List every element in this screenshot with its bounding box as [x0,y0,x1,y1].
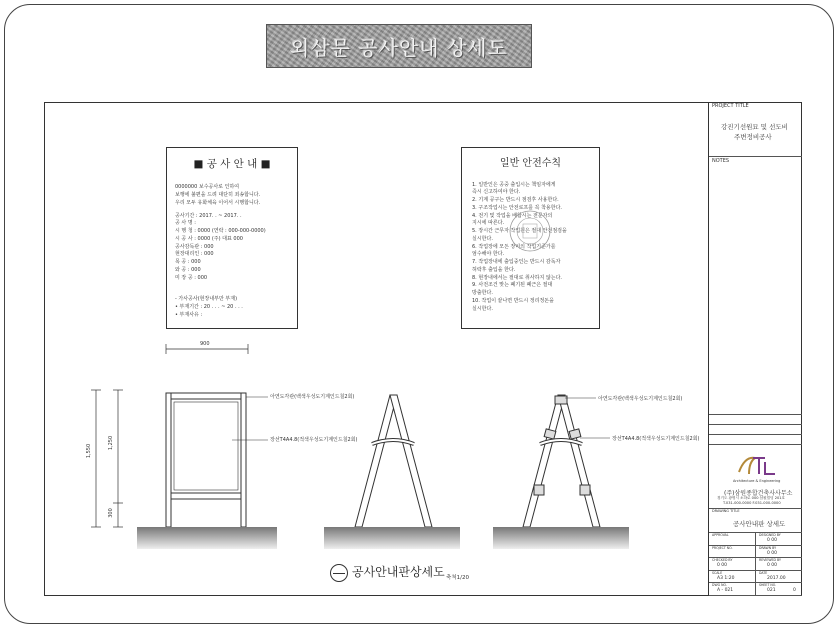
safety-rule-line: 7. 작업장내에 출입중인는 반드시 감독자 [472,259,561,265]
safety-rule-line: 실시한다. [472,235,493,242]
tb-row-value: A3 1:20 [717,575,735,581]
tb-project-label: PROJECT TITLE [712,103,749,109]
tb-row-value: 0 00 [767,538,778,543]
tb-row-value: 0 00 [767,563,778,569]
notice-intro-line: 우리 모두 유화체육 이어서 시행합니다. [175,199,261,206]
tb-project-name-1: 강진기선원묘 및 선도비 [721,123,788,131]
firm-address-2: T.031-000-0000 F.031-000-0000 [723,501,781,505]
safety-rule-line: 3. 구조작업시는 안전로프를 꼭 착용한다. [472,204,562,211]
tb-project-name-2: 주변정비공사 [734,133,772,141]
safety-rule-line: 5. 장시간 근무자 작업원은 절대 안전점검을 [472,228,567,234]
safety-rule-line: 2. 기계 공구는 반드시 점검후 사용한다. [472,197,559,203]
notice-footer-line: • 부재사유 : [175,311,203,318]
notice-intro-line: 보행에 불편을 드려 대단히 죄송합니다. [175,192,261,199]
safety-rule-line: 4. 전기 및 작업을 배합시는 전문자의 [472,212,553,219]
ground-block-middle [324,527,460,549]
note-post-front: 아연도각관(백색우성도기계인드칠2회) [270,394,355,400]
banner-title-text: 외삼문 공사안내 상세도 [290,35,508,60]
tb-row-label: DATE [759,570,768,575]
firm-logo-sub: Architecture & Engineering [733,479,781,483]
notice-field-line: 공 사 명 : [175,220,196,227]
tb-row-label: DRAWN BY [759,545,777,550]
notice-field-line: 시 행 청 : 0000 (연락 : 000-000-0000) [175,228,266,235]
safety-rule-line: 방출한다. [472,290,493,296]
tb-row-value: 0 00 [717,563,728,569]
notice-intro-line: 0000000 보수공사로 인하여 [175,184,240,191]
notice-field-line: 현장대리인 : 000 [175,251,214,258]
side-elevation-a-frame [355,395,432,527]
tb-row-label: CHECKED BY [712,558,733,563]
notice-footer-line: - 가사공사(현장내부만 부재) [175,296,238,303]
dim-width-top: 900 [200,341,210,347]
note-board-side: 장선T4A4.8(적색우성도기계인드칠2회) [612,436,700,442]
tb-row-label: SCALE [712,570,723,575]
tb-drawing-title-label: DRAWING TITLE [712,509,740,513]
notice-field-line: 시 공 사 : 0000 (주) 대표 000 [175,235,243,242]
notice-field-line: 공사기간 : 2017. . ~ 2017. . [175,212,242,219]
notice-field-line: 와 공 : 000 [175,266,201,273]
dim-height-base: 300 [107,508,114,518]
safety-rule-line: 1. 일반인은 공중 출입시는 책임자에게 [472,181,556,188]
safety-rule-line: 지시에 따른다. [472,220,505,227]
safety-rule-line: 6. 작업장에 모든 장비의 작업기준가를 [472,243,556,250]
notice-field-line: 미 장 공 : 000 [175,274,208,281]
safety-rule-line: 엄수해야 한다. [472,251,505,258]
safety-rule-line: 허락후 출입을 한다. [472,266,516,273]
drawing-scale: 축척1/20 [446,575,469,581]
notice-title: ■ 공 사 안 내 ■ [193,158,271,170]
tb-row-label: REVIEWED BY [759,558,781,563]
safety-rule-line: 10. 작업이 끝나면 반드시 정리정돈을 [472,297,554,304]
notice-field-line: 공사감독관 : 000 [175,243,214,250]
tb-row-value: 0 00 [767,550,778,556]
safety-rule-line: 9. 사전조건 맞는 폐기된 폐근은 절대 [472,282,553,289]
note-post-side: 아연도각관(백색우성도기계인드칠2회) [598,396,683,402]
ground-block-front [137,527,277,549]
safety-rule-line: 실시한다. [472,305,493,312]
safety-rule-line: 즉시 신고하여야 한다. [472,189,521,196]
tb-row-label: SHEET NO. [759,583,777,588]
side-elevation-a-frame-detail [523,395,600,527]
dimension-heights [91,390,123,527]
tb-row-value: 021 [767,588,776,594]
tb-row-label: APPROVAL [712,533,729,537]
tb-notes-label: NOTES [712,158,730,164]
front-elevation [166,393,246,527]
safety-rule-line: 8. 현장내에서는 절대로 취사하지 않는다. [472,274,562,281]
tb-row-label: DWG NO. [712,583,727,588]
tb-row-label: DESIGNED BY [759,533,781,537]
tb-row-value: 2017.00 [767,575,786,581]
tb-row-label: PROJECT NO. [712,545,733,550]
dim-height-board: 1,250 [108,435,115,451]
section-marker-icon [330,564,348,582]
tb-drawing-title: 공사안내판 상세도 [733,520,786,528]
tb-row-value: A - 021 [717,588,734,594]
note-board-front: 장선T4A4.8(적색우성도기계인드칠2회) [270,437,358,443]
firm-address-1: 경기도 광명시 소하로 000 삼원빌딩 201호 [717,496,786,500]
ground-block-right [493,527,629,549]
safety-title: 일반 안전수칙 [499,158,562,169]
drawing-caption: 공사안내판상세도 [352,565,445,579]
notice-field-line: 목 공 : 000 [175,259,201,266]
dim-height-total: 1,550 [86,443,93,459]
notice-footer-line: • 부재기간 : 20 . . . ~ 20 . . . [175,304,243,311]
tb-sheet-total: 0 [793,588,796,593]
firm-name: (주)삼원종합건축사사무소 [724,490,793,497]
